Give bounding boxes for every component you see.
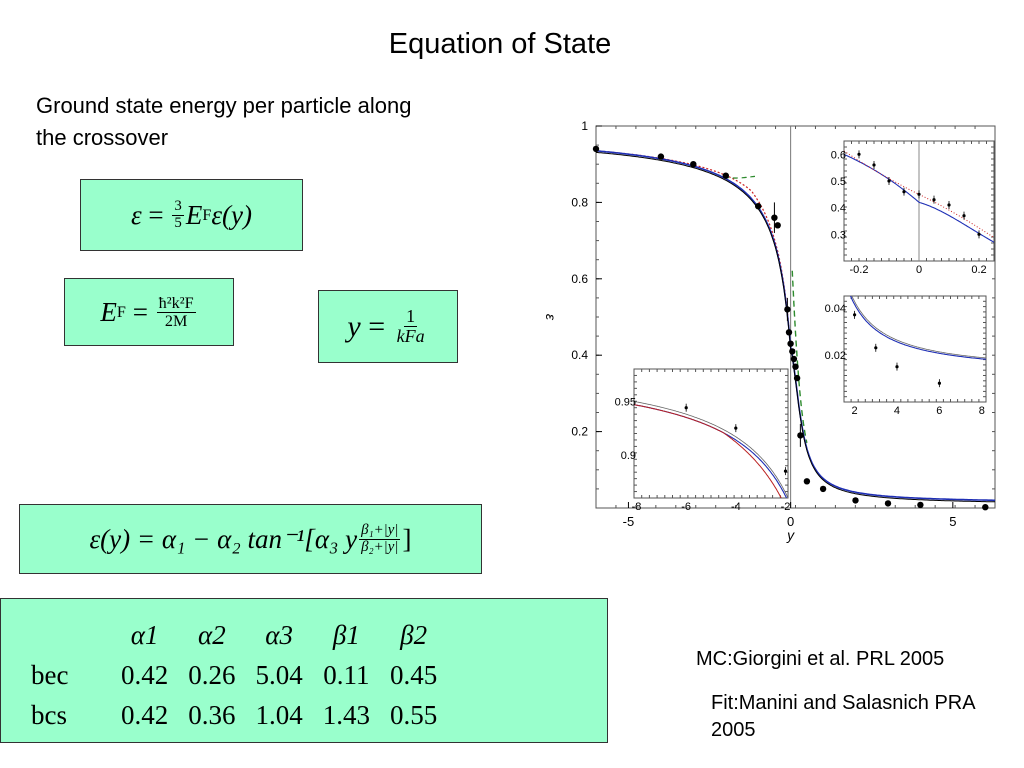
eq-fraction: $\frac{3}{5}$ (174, 197, 182, 231)
energy-equation-box (80, 179, 303, 251)
y-tick-label: 0.8 (571, 195, 588, 210)
y-axis-label: ε (543, 313, 559, 321)
inset-x-tick-label: 0 (915, 264, 923, 276)
inset-y-tick-label: 0.5 (830, 176, 846, 188)
x-axis-label: y (787, 527, 795, 543)
inset-y-tick-label: 0.95 (614, 396, 636, 409)
inset-y-tick-label: 0.04 (824, 302, 846, 315)
y-definition-box (318, 290, 458, 363)
inset-x-tick-label: 6 (936, 405, 943, 417)
y-tick-label: 0.4 (571, 348, 588, 363)
inset-x-tick-label: -4 (730, 501, 741, 513)
eq-ef-sub: F (202, 205, 212, 224)
fit-fraction: $\frac{\text{β₁+|y|}}{\text{β₂+|y|}}$ (361, 521, 399, 555)
data-point (787, 341, 793, 347)
mc-reference: MC:Giorgini et al. PRL 2005 (696, 648, 945, 670)
data-point (789, 348, 795, 354)
eq-eps-y: ε(y) (211, 199, 252, 230)
data-point (917, 502, 923, 508)
table-cell: 0.45 (390, 659, 438, 690)
table-cell: 5.04 (255, 659, 303, 690)
data-point (755, 203, 761, 209)
row-label-bec: bec (31, 659, 69, 690)
fermi-energy-box (64, 278, 234, 346)
data-point (794, 375, 800, 381)
inset-frame-2 (844, 296, 986, 402)
table-cell: 0.42 (121, 699, 169, 730)
table-cell: 0.55 (390, 699, 438, 730)
col-alpha1: α1 (130, 619, 159, 650)
ef-lhs-sub: F (116, 302, 126, 321)
table-row (21, 695, 447, 735)
data-point (982, 504, 988, 510)
data-point (593, 146, 599, 152)
data-point (723, 173, 729, 179)
y-tick-label: 1 (581, 119, 588, 133)
y-tick-label: 0.6 (571, 271, 588, 286)
inset-x-tick-label: 4 (893, 405, 901, 417)
eq-equals: = (148, 199, 164, 230)
eq-eps: ε (131, 199, 142, 230)
fit-close: ] (402, 523, 412, 554)
ef-lhs: E (100, 296, 117, 327)
fit-formula-box (19, 504, 482, 574)
x-tick-label: -5 (622, 514, 635, 529)
table-cell: 1.43 (322, 699, 370, 730)
table-cell: 0.26 (188, 659, 236, 690)
table-cell: 0.42 (121, 659, 169, 690)
x-tick-label: 0 (787, 514, 795, 529)
inset-x-tick-label: -6 (681, 501, 692, 513)
y-fraction: $\frac{1}{\text{kFa}}$ (396, 306, 425, 346)
fit-parameters-table-box (0, 598, 608, 743)
eq-ef: E (185, 199, 203, 230)
data-point (791, 356, 797, 362)
page-title: Equation of State (388, 28, 612, 60)
inset-x-tick-label: 0.2 (971, 264, 987, 276)
data-point (852, 497, 858, 503)
ef-fraction: $\frac{\text{ħ²k²F}}{2M}$ (158, 293, 194, 330)
y-tick-label: 0.2 (571, 424, 588, 439)
col-beta2: β2 (400, 619, 428, 650)
inset-y-tick-label: 0.3 (830, 229, 846, 242)
data-point (786, 329, 792, 335)
data-point (658, 153, 664, 159)
inset-y-tick-label: 0.02 (824, 349, 846, 362)
col-beta1: β1 (332, 619, 360, 650)
inset-x-tick-label: 8 (978, 405, 985, 417)
eos-chart (520, 110, 1010, 550)
row-label-bcs: bcs (31, 699, 67, 730)
inset-y-tick-label: 0.9 (620, 450, 636, 462)
inset-x-tick-label: -8 (631, 501, 642, 513)
data-point (804, 478, 810, 484)
table-row (21, 655, 447, 695)
data-point (690, 161, 696, 167)
table-cell: 0.36 (188, 699, 236, 730)
y-equals: = (368, 309, 386, 343)
fit-reference: Fit:Manini and Salasnich PRA 2005 (711, 692, 975, 741)
inset-y-tick-label: 0.6 (830, 149, 846, 162)
col-alpha3: α3 (265, 619, 293, 650)
data-point (775, 222, 781, 228)
data-point (820, 486, 826, 492)
inset-x-tick-label: -0.2 (849, 264, 869, 276)
fit-lhs: ε(y) = α₁ − α₂ tan⁻¹[α₃ y (89, 523, 358, 554)
y-lhs: y (347, 309, 361, 343)
col-alpha2: α2 (198, 619, 226, 650)
inset-y-tick-label: 0.4 (830, 202, 846, 215)
inset-frame-3 (634, 369, 788, 498)
table-cell: 0.11 (323, 659, 370, 690)
data-point (792, 364, 798, 370)
data-point (885, 500, 891, 506)
fit-parameters-table (21, 615, 447, 735)
x-tick-label: 5 (949, 514, 957, 529)
table-cell: 1.04 (255, 699, 303, 730)
inset-x-tick-label: 2 (851, 405, 858, 417)
inset-x-tick-label: -2 (780, 501, 791, 513)
ef-equals: = (132, 296, 148, 327)
subtitle: Ground state energy per particle along the crossover (36, 93, 412, 150)
table-header-row (21, 615, 447, 655)
